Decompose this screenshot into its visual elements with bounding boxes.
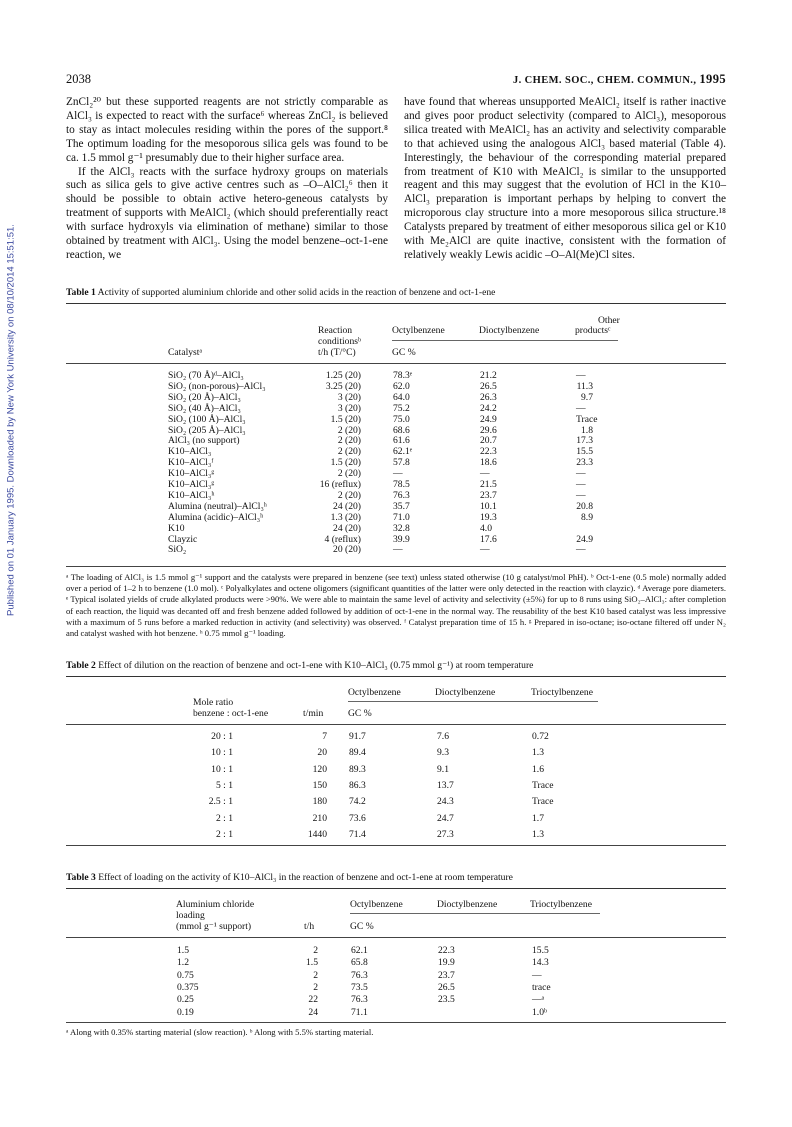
table1-header-conditions2: conditionsᵇ (318, 336, 361, 347)
table1-cell: 62.0 (393, 380, 410, 392)
table1-cell: 64.0 (393, 391, 410, 403)
table2-header-ratio: Mole ratio (193, 697, 234, 708)
table1-cell: 2 (20) (337, 446, 361, 458)
table2-header-dioctyl: Dioctylbenzene (435, 687, 496, 698)
table1-cell: 4.0 (480, 522, 492, 534)
table1-cell: — (480, 544, 490, 556)
table2-cell: 210 (312, 812, 327, 824)
table1-cell: K10–AlCl₃ᵍ (168, 479, 215, 490)
table3-cell: 0.75 (177, 969, 194, 981)
table1-cell: Trace (576, 413, 598, 425)
table1-cell: 16 (reflux) (319, 479, 361, 490)
table1-cell: 2 (20) (337, 468, 361, 480)
table3-top-rule (66, 888, 726, 889)
table2-cell: 89.4 (349, 747, 366, 759)
table3-cell: 1.2 (177, 957, 189, 969)
table1-cell: 21.2 (480, 370, 497, 381)
table2-cell: 180 (312, 796, 327, 808)
table1-cell: SiO₂ (100 Å)–AlCl₃ (168, 413, 246, 425)
table1-cell: 3.25 (20) (325, 380, 361, 392)
table1-cell: 35.7 (393, 500, 410, 512)
table1-cell: 10.1 (480, 500, 497, 512)
table3-cell: 65.8 (351, 957, 368, 969)
table2-header-rule (66, 724, 726, 725)
table1-header-other: Other (598, 315, 620, 326)
table3-cell: 0.375 (177, 981, 199, 993)
table2-cell: 20 (317, 747, 327, 759)
table2-cell: 71.4 (349, 828, 366, 840)
table2-header-trioctyl: Trioctylbenzene (531, 687, 593, 698)
table1-cell: 1.5 (20) (330, 457, 361, 469)
table3-cell: 19.9 (438, 957, 455, 969)
table1-cell: SiO₂ (20 Å)–AlCl₃ (168, 391, 241, 403)
table1-cell: 17.6 (480, 533, 497, 545)
table1-header-gc: GC % (392, 347, 416, 358)
table1-cell: — (576, 489, 586, 501)
table1-cell: K10–AlCl₃ʰ (168, 489, 215, 501)
table3-cell: 2 (313, 945, 318, 956)
table1-cell: — (393, 544, 403, 556)
table2-cell: 0.72 (532, 731, 549, 742)
table3-cell: 0.19 (177, 1006, 194, 1018)
table2-cell: 9.1 (437, 763, 449, 775)
table1-cell: — (576, 479, 586, 490)
table3-caption: Table 3 Effect of loading on the activity of K10–AlCl₃ in the reaction of benzene and oct-1-ene at room temperature (66, 872, 513, 883)
table1-cell: 23.3 (576, 457, 593, 469)
table1-cell: 24 (20) (333, 500, 361, 512)
table3-gc-rule (350, 913, 600, 914)
table1-cell: SiO₂ (168, 544, 187, 556)
table1-cell: 23.7 (480, 489, 497, 501)
table1-cell: Clayzic (168, 533, 198, 545)
table1-header-catalyst: Catalystᵃ (168, 347, 203, 358)
table3-header-octyl: Octylbenzene (350, 899, 403, 910)
table3-cell: 23.5 (438, 994, 455, 1006)
paragraph: If the AlCl₃ reacts with the surface hydroxy groups on materials such as silica gels to give active centres such as –O–AlCl₂⁶ then it should be possible to obtain active hetero-geneous catalysts by treatment of supports with MeAlCl₂ (which should preferentially react with surface hydroxyls via elimination of methane) similar to those obtained by treatment with AlCl₃. Using the model benzene–oct-1-ene reaction, we (66, 165, 388, 261)
table2-cell: 9.3 (437, 747, 449, 759)
table1-cell: 78.3ᵉ (393, 370, 413, 381)
table3-cell: 1.5 (177, 945, 189, 956)
table1-top-rule (66, 303, 726, 304)
paragraph: have found that whereas unsupported MeAlCl₂ itself is rather inactive and gives poor product selectivity (compared to AlCl₃), mesoporous silica treated with MeAlCl₂ has an activity and selectivity comparable to that achieved using the analogous AlCl₃ based material (Table 4). Interestingly, the behaviour of the corresponding material prepared from treatment of K10 with MeAlCl₂ is similar to the unsupported reagent and this may suggest that the evolution of HCl in the K10–AlCl₃ preparation is important perhaps by helping to convert the microporous clay structure into a more mesoporous silica structure.¹⁸ Catalysts prepared by treatment of either mesoporous silica gel or K10 with Me₂AlCl are quite inactive, consistent with the formation of relatively weakly Lewis acidic –O–Al(Me)Cl sites. (404, 96, 726, 261)
table2-cell: 1.3 (532, 747, 544, 759)
table1-cell: 61.6 (393, 435, 410, 447)
table3-cell: 76.3 (351, 969, 368, 981)
table2-header-t: t/min (303, 708, 324, 719)
table1-cell: 68.6 (393, 424, 410, 436)
table1-header-rule (66, 363, 726, 364)
table2-cell: 74.2 (349, 796, 366, 808)
table1-cell: 26.5 (480, 380, 497, 392)
table2-cell: 1.3 (532, 828, 544, 840)
table1-cell: 39.9 (393, 533, 410, 545)
table3-cell: 23.7 (438, 969, 455, 981)
table2-cell: Trace (532, 779, 554, 791)
table1-cell: — (480, 468, 490, 480)
table2-cell: 150 (312, 779, 327, 791)
table1-cell: — (576, 402, 586, 414)
table1-cell: 71.0 (393, 511, 410, 523)
table3-cell: 14.3 (532, 957, 549, 969)
table1-cell: 24.9 (576, 533, 593, 545)
table1-cell: 17.3 (576, 435, 593, 447)
table1-cell: 29.6 (480, 424, 497, 436)
table1-cell: 32.8 (393, 522, 410, 534)
table2-bottom-rule (66, 845, 726, 846)
table1-cell: 24.9 (480, 413, 497, 425)
page-number: 2038 (66, 72, 91, 86)
table1-cell: SiO₂ (205 Å)–AlCl₃ (168, 424, 246, 436)
table1-cell: SiO₂ (non-porous)–AlCl₃ (168, 380, 266, 392)
table2-cell: 10 : 1 (211, 763, 233, 775)
table1-cell: 2 (20) (337, 489, 361, 501)
table3-cell: 62.1 (351, 945, 368, 956)
table1-bottom-rule (66, 566, 726, 567)
table2-cell: 1.6 (532, 763, 544, 775)
download-watermark: Published on 01 January 1995. Downloaded by New York University on 08/10/2014 15:51:51. (5, 224, 17, 616)
table1-cell: SiO₂ (70 Å)ᵈ–AlCl₃ (168, 370, 244, 381)
table3-cell: —ᵃ (532, 994, 545, 1006)
table3-header-t: t/h (304, 921, 315, 932)
table2-cell: 7 (322, 731, 327, 742)
table3-header-dioctyl: Dioctylbenzene (437, 899, 498, 910)
table2-caption: Table 2 Effect of dilution on the reaction of benzene and oct-1-ene with K10–AlCl₃ (0.75 mmol g⁻¹) at room temperature (66, 660, 534, 671)
table2-gc-rule (348, 701, 598, 702)
table2-cell: 7.6 (437, 731, 449, 742)
table1-cell: 15.5 (576, 446, 593, 458)
table1-cell: 11.3 (576, 380, 593, 392)
table3-footnotes: ᵃ Along with 0.35% starting material (slow reaction). ᵇ Along with 5.5% starting material. (66, 1027, 374, 1037)
table2-cell: 20 : 1 (211, 731, 233, 742)
table3-header-trioctyl: Trioctylbenzene (530, 899, 592, 910)
table1-header-conditions3: t/h (T/°C) (318, 347, 356, 358)
table2-cell: 89.3 (349, 763, 366, 775)
table3-header-rule (66, 937, 726, 938)
table3-cell: 15.5 (532, 945, 549, 956)
table2-cell: 24.7 (437, 812, 454, 824)
journal-name: J. CHEM. SOC., CHEM. COMMUN., 1995 (512, 72, 726, 86)
table1-cell: — (576, 544, 586, 556)
table1-cell: SiO₂ (40 Å)–AlCl₃ (168, 402, 241, 414)
page-header (66, 72, 726, 88)
table1-cell: 1.3 (20) (330, 511, 361, 523)
table1-cell: Alumina (acidic)–AlCl₃ʰ (168, 511, 264, 523)
table3-cell: 76.3 (351, 994, 368, 1006)
table1-caption: Table 1 Activity of supported aluminium chloride and other solid acids in the reaction of benzene and oct-1-ene (66, 287, 496, 298)
table1-cell: 8.9 (581, 511, 593, 523)
table2-cell: 2 : 1 (215, 812, 233, 824)
paragraph: ZnCl₂²⁰ but these supported reagents are not strictly comparable as AlCl₃ is expected to react with the surface⁶ whereas ZnCl₂ is believed to stay as intact molecules residing within the pores of the support.⁸ The optimum loading for the mesoporous silica gels was found to be ca. 1.5 mmol g⁻¹ presumably due to their higher surface area. (66, 96, 388, 164)
table1-cell: 76.3 (393, 489, 410, 501)
table1-cell: 4 (reflux) (324, 533, 361, 545)
table3-bottom-rule (66, 1022, 726, 1023)
table1-cell: K10 (168, 522, 185, 534)
table1-cell: — (576, 370, 586, 381)
table3-cell: 22 (308, 994, 318, 1006)
table1-header-other2: productsᶜ (575, 325, 611, 336)
table1-cell: K10–AlCl₃ (168, 446, 212, 458)
table1-cell: AlCl₃ (no support) (168, 435, 240, 447)
table1-cell: 21.5 (480, 479, 497, 490)
table2-cell: 120 (312, 763, 327, 775)
table1-cell: 20 (20) (333, 544, 361, 556)
table1-cell: 20.7 (480, 435, 497, 447)
table3-cell: 1.5 (306, 957, 318, 969)
table2-header-gc: GC % (348, 708, 372, 719)
table3-header-al3: (mmol g⁻¹ support) (176, 921, 252, 932)
table3-cell: 0.25 (177, 994, 194, 1006)
table2-cell: 2 : 1 (215, 828, 233, 840)
table1-gc-rule (392, 340, 618, 341)
table3-cell: 73.5 (351, 981, 368, 993)
table1-cell: 22.3 (480, 446, 497, 458)
table2-cell: Trace (532, 796, 554, 808)
table1-cell: 19.3 (480, 511, 497, 523)
table1-footnotes: ᵃ The loading of AlCl₃ is 1.5 mmol g⁻¹ support and the catalysts were prepared in benzene (see text) unless stated otherwise (10 g catalyst/mol PhH). ᵇ Oct-1-ene (0.5 mole) normally added over a period of 1–2 h to benzene (1.0 mol). ᶜ Polyalkylates and octene oligomers (significant quantities of the latter were only detected in the reaction with clayzic). ᵈ Average pore diameters. ᵉ Typical isolated yields of crude alkylated products were >90%. We were able to maintain the same level of activity and selectivity (±5%) for up to 8 runs using SiO₂–AlCl₃: after completion of each reaction, the liquid was decanted off and fresh benzene added followed by addition of oct-1-ene in the normal way. The reusability of the best K10 based catalyst was less impressive with a maximum of 5 runs before a marked reduction in activity (and selectivity) was observed. ᶠ Catalyst preparation time of 15 h. ᵍ Prepared in iso-octane; iso-octane filtered off under N₂ and catalyst washed with hot benzene. ʰ 0.75 mmol g⁻¹ loading. (66, 572, 726, 639)
table3-cell: trace (532, 981, 551, 993)
table3-cell: — (532, 969, 542, 981)
left-text-column (66, 96, 388, 263)
table2-cell: 73.6 (349, 812, 366, 824)
table2-header-octyl: Octylbenzene (348, 687, 401, 698)
table1-cell: 18.6 (480, 457, 497, 469)
table2-header-ratio2: benzene : oct-1-ene (193, 708, 269, 719)
table2-cell: 5 : 1 (215, 779, 233, 791)
table1-cell: 75.2 (393, 402, 410, 414)
table3-cell: 71.1 (351, 1006, 368, 1018)
table2-cell: 13.7 (437, 779, 454, 791)
table1-cell: 24 (20) (333, 522, 361, 534)
table2-cell: 2.5 : 1 (208, 796, 233, 808)
table2-cell: 1440 (307, 828, 327, 840)
table3-cell: 1.0ᵇ (532, 1006, 547, 1018)
table1-cell: 1.25 (20) (325, 370, 361, 381)
table1-cell: 75.0 (393, 413, 410, 425)
table1-cell: 2 (20) (337, 424, 361, 436)
table3-header-al2: loading (176, 910, 205, 921)
table1-cell: 3 (20) (337, 402, 361, 414)
table2-cell: 27.3 (437, 828, 454, 840)
table2-cell: 91.7 (349, 731, 366, 742)
table1-cell: 24.2 (480, 402, 497, 414)
table2-cell: 1.7 (532, 812, 544, 824)
table3-cell: 2 (313, 969, 318, 981)
table3-cell: 22.3 (438, 945, 455, 956)
table1-cell: 9.7 (581, 391, 593, 403)
table3-header-al: Aluminium chloride (176, 899, 255, 910)
table1-header-octyl: Octylbenzene (392, 325, 445, 336)
table1-cell: K10–AlCl₃ᶠ (168, 457, 214, 469)
table2-cell: 24.3 (437, 796, 454, 808)
table1-cell: — (393, 468, 403, 480)
table1-header-conditions: Reaction (318, 325, 353, 336)
table2-cell: 10 : 1 (211, 747, 233, 759)
table1-cell: — (576, 468, 586, 480)
table1-cell: 62.1ᵉ (393, 446, 413, 458)
table1-cell: 57.8 (393, 457, 410, 469)
right-text-column (404, 96, 726, 263)
table3-cell: 2 (313, 981, 318, 993)
table1-cell: K10–AlCl₃ᵍ (168, 468, 215, 480)
table2-cell: 86.3 (349, 779, 366, 791)
table1-cell: 26.3 (480, 391, 497, 403)
table1-cell: 3 (20) (337, 391, 361, 403)
table1-cell: Alumina (neutral)–AlCl₃ʰ (168, 500, 267, 512)
table3-cell: 26.5 (438, 981, 455, 993)
table2-top-rule (66, 676, 726, 677)
table3-cell: 24 (308, 1006, 318, 1018)
table1-header-dioctyl: Dioctylbenzene (479, 325, 540, 336)
table1-cell: 1.5 (20) (330, 413, 361, 425)
table1-cell: 2 (20) (337, 435, 361, 447)
table3-header-gc: GC % (350, 921, 374, 932)
table1-cell: 1.8 (581, 424, 593, 436)
table1-cell: 78.5 (393, 479, 410, 490)
table1-cell: 20.8 (576, 500, 593, 512)
